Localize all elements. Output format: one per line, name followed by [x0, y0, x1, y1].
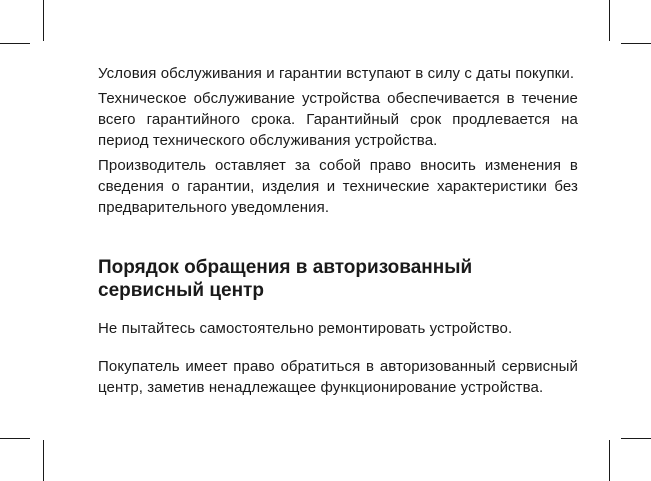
crop-mark-bottom-right-horizontal	[621, 438, 651, 439]
service-center-heading: Порядок обращения в авторизованный сервисный центр	[98, 257, 473, 301]
manufacturer-rights-paragraph: Производитель оставляет за собой право вносить изменения в сведения о гарантии, изделия и технические характеристики без предварительного уведомления.	[98, 157, 578, 216]
page-content	[98, 63, 578, 398]
crop-mark-bottom-left-horizontal	[0, 438, 30, 439]
crop-mark-top-right-vertical	[609, 0, 610, 41]
no-self-repair-paragraph: Не пытайтесь самостоятельно ремонтировать устройство.	[98, 320, 513, 337]
crop-mark-top-left-horizontal	[0, 43, 30, 44]
crop-mark-bottom-left-vertical	[43, 440, 44, 481]
crop-mark-bottom-right-vertical	[609, 440, 610, 481]
crop-mark-top-left-vertical	[43, 0, 44, 41]
crop-mark-top-right-horizontal	[621, 43, 651, 44]
customer-rights-paragraph: Покупатель имеет право обратиться в авторизованный сервисный центр, заметив ненадлежащее функционирование устройства.	[98, 358, 578, 396]
maintenance-paragraph: Техническое обслуживание устройства обеспечивается в течение всего гарантийного срока. Гарантийный срок продлевается на период технического обслуживания устройства.	[98, 90, 578, 149]
warranty-effective-paragraph: Условия обслуживания и гарантии вступают в силу с даты покупки.	[98, 65, 575, 82]
